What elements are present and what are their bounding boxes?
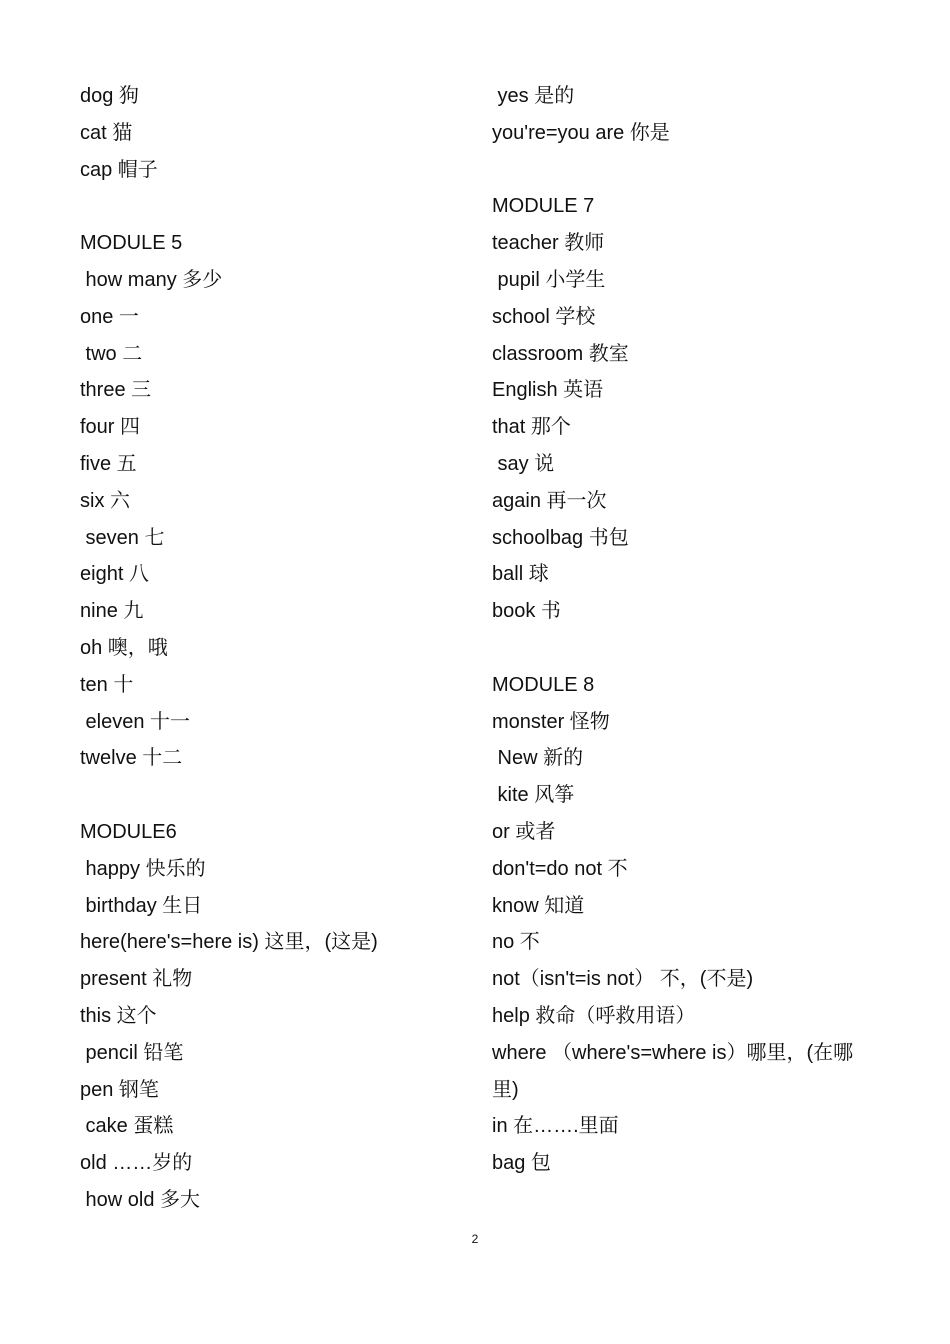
right-column bbox=[492, 78, 882, 1182]
vocab-line: seven 七 bbox=[80, 526, 165, 549]
vocab-line: cap 帽子 bbox=[80, 158, 158, 181]
vocab-line: classroom 教室 bbox=[492, 342, 629, 365]
vocab-line: nine 九 bbox=[80, 600, 144, 623]
vocab-line: here(here's=here is) 这里，(这是) bbox=[80, 931, 378, 954]
vocab-line: cake 蛋糕 bbox=[80, 1115, 174, 1138]
vocab-line: where （where's=where is）哪里，(在哪 bbox=[492, 1041, 854, 1064]
vocab-line: two 二 bbox=[80, 342, 143, 365]
page-number: 2 bbox=[471, 1232, 479, 1246]
vocab-line: help 救命（呼救用语） bbox=[492, 1004, 696, 1027]
vocab-line: MODULE 5 bbox=[80, 232, 183, 255]
vocab-line: kite 风筝 bbox=[492, 784, 575, 807]
vocab-line: happy 快乐的 bbox=[80, 857, 206, 880]
vocab-line: pupil 小学生 bbox=[492, 268, 606, 291]
vocab-line: say 说 bbox=[492, 452, 555, 475]
vocab-line: birthday 生日 bbox=[80, 894, 203, 917]
vocab-line: cat 猫 bbox=[80, 121, 133, 144]
vocab-line: three 三 bbox=[80, 379, 152, 402]
vocab-line: eleven 十一 bbox=[80, 710, 191, 733]
vocab-line: how old 多大 bbox=[80, 1188, 201, 1211]
vocab-line: school 学校 bbox=[492, 305, 596, 328]
vocab-line: teacher 教师 bbox=[492, 232, 605, 255]
vocab-line: New 新的 bbox=[492, 747, 584, 770]
vocab-line: five 五 bbox=[80, 452, 137, 475]
blank-line bbox=[492, 152, 882, 189]
vocab-line: pen 钢笔 bbox=[80, 1078, 159, 1101]
blank-line bbox=[80, 777, 460, 814]
vocab-line: how many 多少 bbox=[80, 268, 223, 291]
vocab-line: pencil 铅笔 bbox=[80, 1041, 184, 1064]
vocab-line: again 再一次 bbox=[492, 489, 607, 512]
blank-line bbox=[80, 188, 460, 225]
vocab-line: bag 包 bbox=[492, 1152, 551, 1175]
vocab-line: oh 噢，哦 bbox=[80, 636, 168, 659]
vocab-line: that 那个 bbox=[492, 416, 571, 439]
vocab-line: four 四 bbox=[80, 416, 141, 439]
vocab-line: MODULE 7 bbox=[492, 195, 595, 218]
vocab-line: twelve 十二 bbox=[80, 747, 183, 770]
vocab-line: in 在…….里面 bbox=[492, 1115, 619, 1138]
vocab-line: dog 狗 bbox=[80, 85, 139, 107]
vocab-line: one 一 bbox=[80, 305, 139, 328]
vocab-line: know 知道 bbox=[492, 894, 585, 917]
vocab-line: six 六 bbox=[80, 489, 130, 512]
vocab-line: monster 怪物 bbox=[492, 710, 610, 733]
vocab-line: this 这个 bbox=[80, 1004, 157, 1027]
left-column bbox=[80, 78, 460, 1219]
vocab-line: yes 是的 bbox=[492, 85, 575, 107]
vocab-line: don't=do not 不 bbox=[492, 857, 628, 880]
vocab-line: not（isn't=is not） 不，(不是) bbox=[492, 968, 754, 991]
vocab-line: you're=you are 你是 bbox=[492, 121, 670, 144]
vocab-line: English 英语 bbox=[492, 379, 604, 402]
vocab-line: MODULE6 bbox=[80, 820, 177, 843]
vocab-line: old ……岁的 bbox=[80, 1152, 193, 1175]
vocab-line: ten 十 bbox=[80, 673, 134, 696]
vocab-line: book 书 bbox=[492, 600, 561, 623]
blank-line bbox=[492, 630, 882, 667]
vocab-line: or 或者 bbox=[492, 820, 556, 843]
vocab-line: ball 球 bbox=[492, 563, 549, 586]
vocab-line: eight 八 bbox=[80, 563, 149, 586]
vocab-line: 里) bbox=[492, 1078, 519, 1101]
vocab-line: MODULE 8 bbox=[492, 673, 595, 696]
vocab-line: no 不 bbox=[492, 931, 540, 954]
vocab-line: present 礼物 bbox=[80, 968, 193, 991]
vocab-line: schoolbag 书包 bbox=[492, 526, 629, 549]
